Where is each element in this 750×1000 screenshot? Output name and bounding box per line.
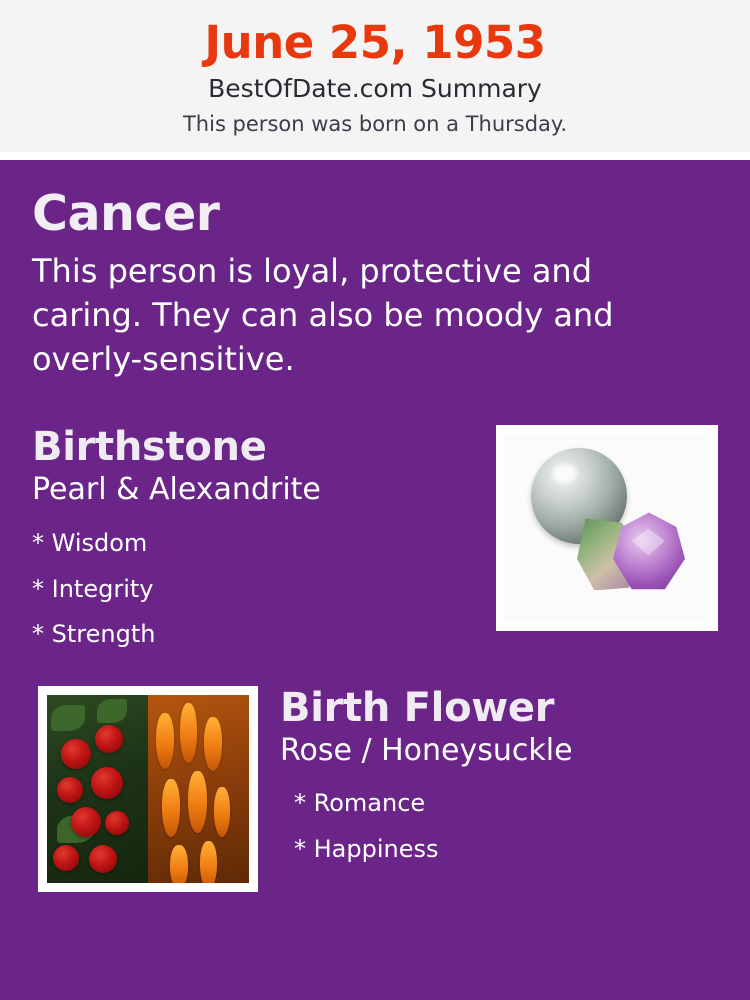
honeysuckle-bud <box>156 713 174 769</box>
rose-shape <box>61 739 91 769</box>
leaf-shape <box>97 699 127 723</box>
birth-flower-title: Birth Flower <box>280 684 555 731</box>
rose-shape <box>71 807 101 837</box>
birthstone-title: Birthstone <box>32 424 267 471</box>
list-item: * Integrity <box>32 574 154 603</box>
birth-flower-image-inner <box>47 695 249 883</box>
rose-shape <box>53 845 79 871</box>
rose-photo-half <box>47 695 148 883</box>
birth-flower-image <box>38 686 258 892</box>
rose-shape <box>95 725 123 753</box>
birth-flower-text <box>280 686 718 873</box>
list-item: * Romance <box>294 789 426 818</box>
page-header <box>0 0 750 152</box>
honeysuckle-bud <box>180 703 197 763</box>
zodiac-sign-name: Cancer <box>32 184 220 242</box>
list-item: * Wisdom <box>32 528 148 557</box>
birthstone-image-inner <box>505 434 709 622</box>
birthstone-text <box>32 425 462 657</box>
zodiac-description: This person is loyal, protective and caring. They can also be moody and overly-sensitive. <box>32 252 614 379</box>
list-item: * Happiness <box>294 834 439 863</box>
list-item: * Strength <box>32 620 156 649</box>
site-name: BestOfDate.com Summary <box>208 74 542 104</box>
honeysuckle-bud <box>204 717 222 771</box>
rose-shape <box>57 777 83 803</box>
honeysuckle-bud <box>200 841 217 883</box>
rose-shape <box>105 811 129 835</box>
birth-flower-traits <box>294 781 718 872</box>
birthstone-traits <box>32 521 462 658</box>
leaf-shape <box>51 705 85 731</box>
birthstone-names: Pearl & Alexandrite <box>32 472 321 508</box>
honeysuckle-bud <box>162 779 180 837</box>
header-divider <box>0 152 750 160</box>
honeysuckle-bud <box>214 787 230 837</box>
rose-shape <box>91 767 123 799</box>
page-title: June 25, 1953 <box>204 16 546 69</box>
birth-weekday-text: This person was born on a Thursday. <box>182 112 568 137</box>
honeysuckle-photo-half <box>148 695 249 883</box>
birthstone-image <box>496 425 718 631</box>
honeysuckle-bud <box>188 771 207 833</box>
birth-flower-section <box>32 686 718 896</box>
birthstone-section <box>32 425 718 657</box>
honeysuckle-bud <box>170 845 188 883</box>
summary-body <box>0 160 750 1000</box>
rose-shape <box>89 845 117 873</box>
alexandrite-icon <box>577 512 685 598</box>
birth-flower-names: Rose / Honeysuckle <box>280 732 573 768</box>
